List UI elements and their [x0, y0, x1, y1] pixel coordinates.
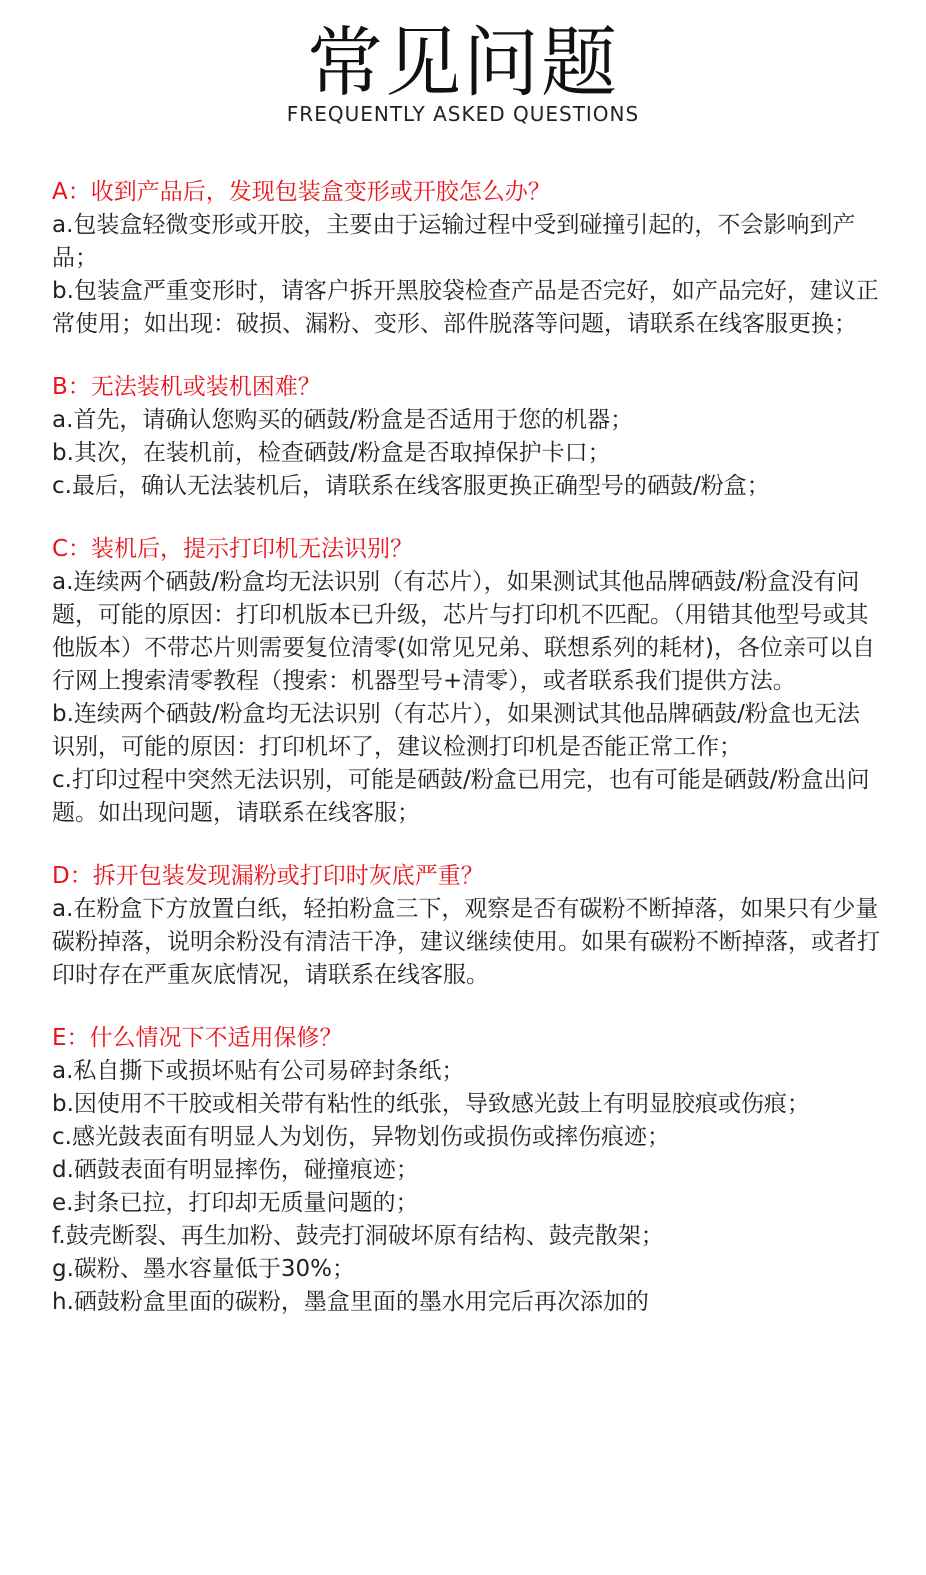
faq-answer: a.首先，请确认您购买的硒鼓/粉盒是否适用于您的机器；	[52, 407, 634, 433]
faq-answer: c.感光鼓表面有明显人为划伤，异物划伤或损伤或摔伤痕迹；	[52, 1124, 670, 1150]
faq-answer: d.硒鼓表面有明显摔伤，碰撞痕迹；	[52, 1157, 419, 1183]
faq-item-a	[52, 176, 882, 341]
faq-item-e	[52, 1022, 882, 1319]
faq-question: A：收到产品后，发现包装盒变形或开胶怎么办？	[52, 179, 551, 205]
faq-answer: a.在粉盒下方放置白纸，轻拍粉盒三下，观察是否有碳粉不断掉落，如果只有少量碳粉掉落，说明余粉没有清洁干净，建议继续使用。如果有碳粉不断掉落，或者打印时存在严重灰底情况，请联系在线客服。	[52, 896, 880, 988]
faq-answer: h.硒鼓粉盒里面的碳粉，墨盒里面的墨水用完后再次添加的	[52, 1289, 649, 1315]
page-title: 常见问题	[307, 18, 619, 107]
faq-item-c	[52, 533, 882, 830]
faq-answer: b.包装盒严重变形时，请客户拆开黑胶袋检查产品是否完好，如产品完好，建议正常使用；如出现：破损、漏粉、变形、部件脱落等问题，请联系在线客服更换；	[52, 278, 879, 337]
faq-answer: b.连续两个硒鼓/粉盒均无法识别（有芯片），如果测试其他品牌硒鼓/粉盒也无法识别，可能的原因：打印机坏了，建议检测打印机是否能正常工作；	[52, 701, 860, 760]
faq-question: E：什么情况下不适用保修？	[52, 1025, 343, 1051]
faq-answer: b.其次，在装机前，检查硒鼓/粉盒是否取掉保护卡口；	[52, 440, 611, 466]
faq-item-d	[52, 860, 882, 992]
faq-list	[52, 176, 882, 1349]
faq-question: B：无法装机或装机困难？	[52, 374, 321, 400]
faq-answer: a.连续两个硒鼓/粉盒均无法识别（有芯片），如果测试其他品牌硒鼓/粉盒没有问题，可能的原因：打印机版本已升级，芯片与打印机不匹配。（用错其他型号或其他版本）不带芯片则需要复位清零(如常见兄弟、联想系列的耗材)，各位亲可以自行网上搜索清零教程（搜索：机器型号+清零），或者联系我们提供方法。	[52, 569, 875, 694]
faq-answer: g.碳粉、墨水容量低于30%；	[52, 1256, 356, 1282]
faq-answer: b.因使用不干胶或相关带有粘性的纸张，导致感光鼓上有明显胶痕或伤痕；	[52, 1091, 810, 1117]
faq-question: C：装机后，提示打印机无法识别？	[52, 536, 414, 562]
faq-answer: c.最后，确认无法装机后，请联系在线客服更换正确型号的硒鼓/粉盒；	[52, 473, 770, 499]
faq-answer: a.包装盒轻微变形或开胶，主要由于运输过程中受到碰撞引起的，不会影响到产品；	[52, 212, 856, 271]
faq-question: D：拆开包装发现漏粉或打印时灰底严重？	[52, 863, 484, 889]
faq-item-b	[52, 371, 882, 503]
faq-answer: f.鼓壳断裂、再生加粉、鼓壳打洞破坏原有结构、鼓壳散架；	[52, 1223, 664, 1249]
faq-answer: a.私自撕下或损坏贴有公司易碎封条纸；	[52, 1058, 465, 1084]
faq-answer: e.封条已拉，打印却无质量问题的；	[52, 1190, 419, 1216]
page-subtitle: FREQUENTLY ASKED QUESTIONS	[286, 102, 640, 126]
faq-answer: c.打印过程中突然无法识别，可能是硒鼓/粉盒已用完，也有可能是硒鼓/粉盒出问题。如出现问题，请联系在线客服；	[52, 767, 870, 826]
